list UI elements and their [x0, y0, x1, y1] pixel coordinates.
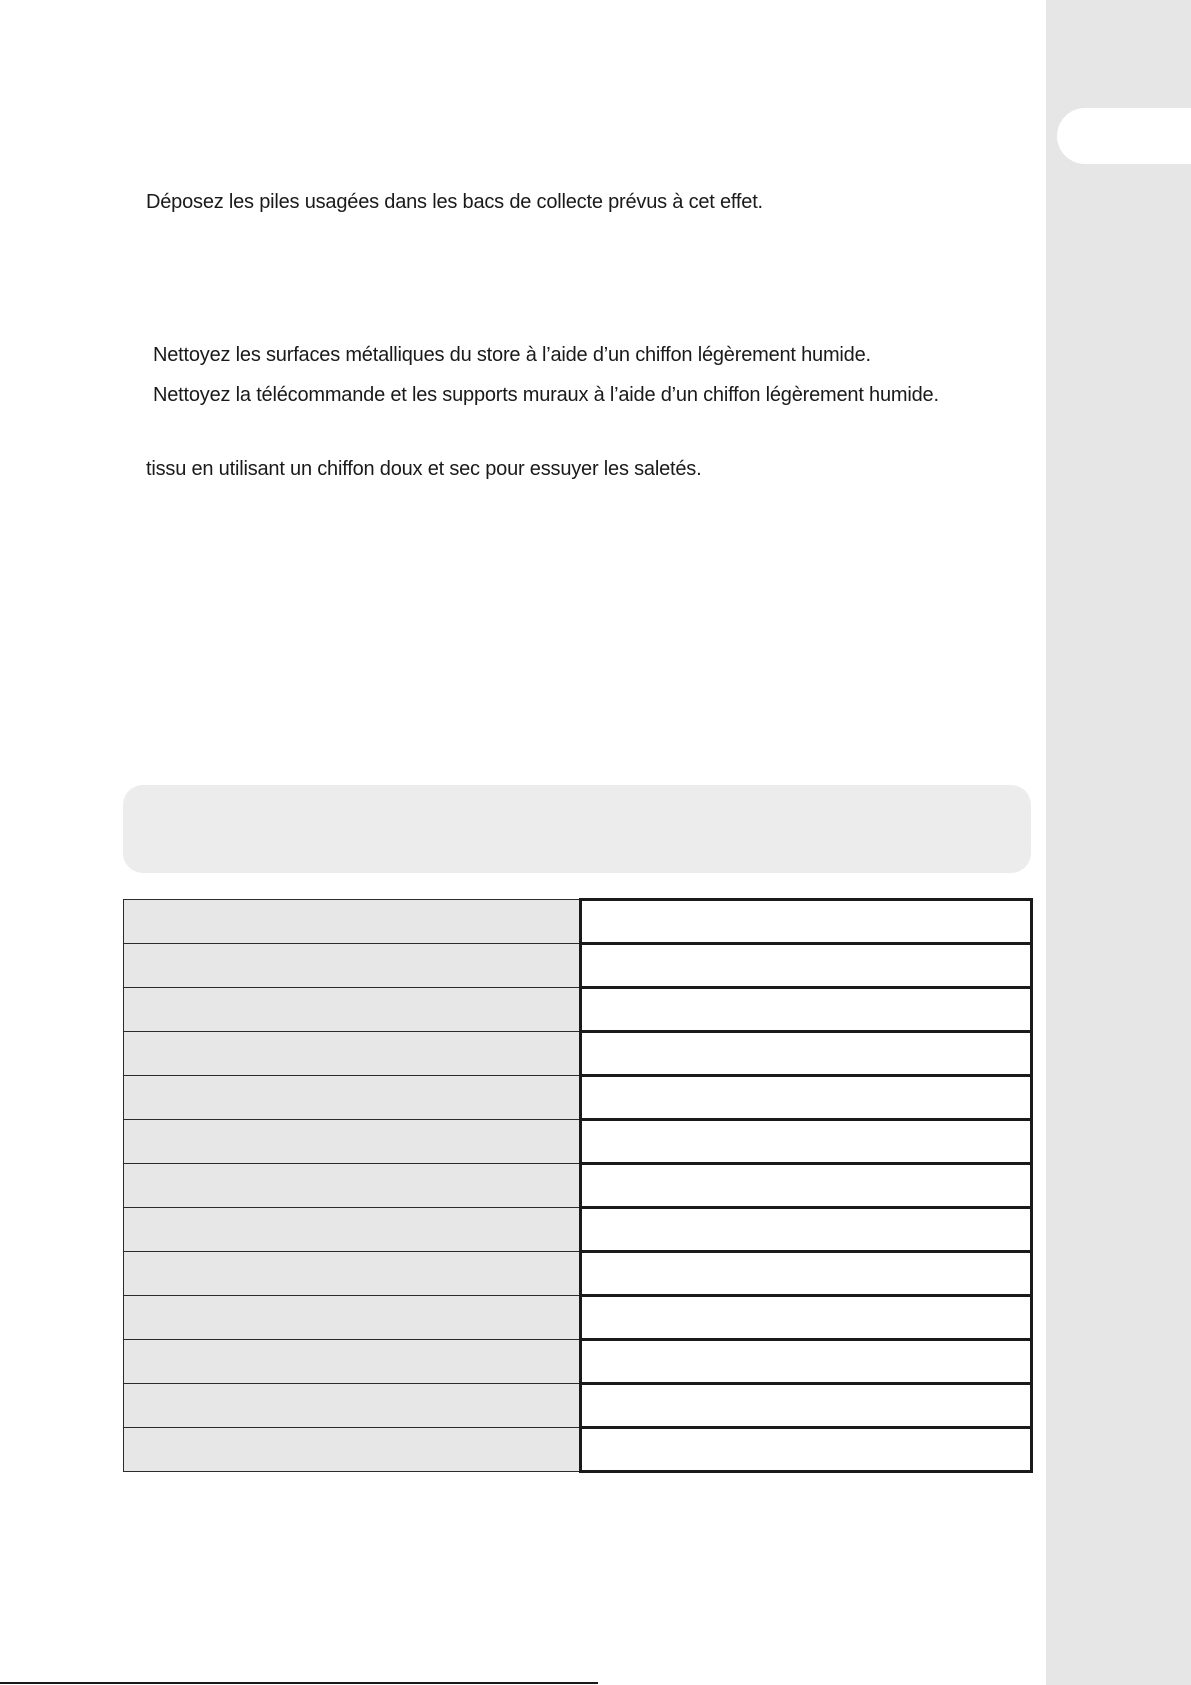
table-row — [124, 1384, 1032, 1428]
specifications-header-box — [123, 785, 1031, 873]
spec-label-cell — [124, 1164, 581, 1208]
spec-value-cell — [581, 900, 1032, 944]
table-row — [124, 944, 1032, 988]
section-tab — [1057, 108, 1191, 164]
table-row — [124, 1120, 1032, 1164]
spec-value-cell — [581, 1428, 1032, 1472]
spec-label-cell — [124, 1208, 581, 1252]
footnote-divider — [0, 1682, 598, 1684]
spec-value-cell — [581, 1252, 1032, 1296]
table-row — [124, 1032, 1032, 1076]
clean-remote-text: Nettoyez la télécommande et les supports muraux à l’aide d’un chiffon légèrement humide. — [153, 384, 939, 406]
spec-label-cell — [124, 1296, 581, 1340]
table-row — [124, 1428, 1032, 1472]
spec-value-cell — [581, 988, 1032, 1032]
spec-label-cell — [124, 900, 581, 944]
spec-value-cell — [581, 1208, 1032, 1252]
table-row — [124, 900, 1032, 944]
clean-metal-text: Nettoyez les surfaces métalliques du store à l’aide d’un chiffon légèrement humide. — [153, 344, 871, 366]
table-row — [124, 1252, 1032, 1296]
spec-label-cell — [124, 988, 581, 1032]
spec-value-cell — [581, 1032, 1032, 1076]
spec-label-cell — [124, 1340, 581, 1384]
table-row — [124, 1208, 1032, 1252]
battery-disposal-text: Déposez les piles usagées dans les bacs de collecte prévus à cet effet. — [146, 191, 763, 213]
table-row — [124, 1164, 1032, 1208]
side-margin-band — [1046, 0, 1191, 1685]
spec-label-cell — [124, 1428, 581, 1472]
spec-value-cell — [581, 944, 1032, 988]
spec-value-cell — [581, 1164, 1032, 1208]
table-row — [124, 1340, 1032, 1384]
spec-label-cell — [124, 1384, 581, 1428]
spec-label-cell — [124, 1032, 581, 1076]
specifications-table — [123, 898, 1033, 1473]
spec-label-cell — [124, 1076, 581, 1120]
spec-label-cell — [124, 1252, 581, 1296]
spec-label-cell — [124, 944, 581, 988]
spec-value-cell — [581, 1296, 1032, 1340]
fabric-care-text: tissu en utilisant un chiffon doux et sec pour essuyer les saletés. — [146, 458, 702, 480]
spec-value-cell — [581, 1340, 1032, 1384]
spec-value-cell — [581, 1384, 1032, 1428]
spec-value-cell — [581, 1076, 1032, 1120]
table-row — [124, 1076, 1032, 1120]
spec-value-cell — [581, 1120, 1032, 1164]
table-row — [124, 1296, 1032, 1340]
table-row — [124, 988, 1032, 1032]
spec-label-cell — [124, 1120, 581, 1164]
